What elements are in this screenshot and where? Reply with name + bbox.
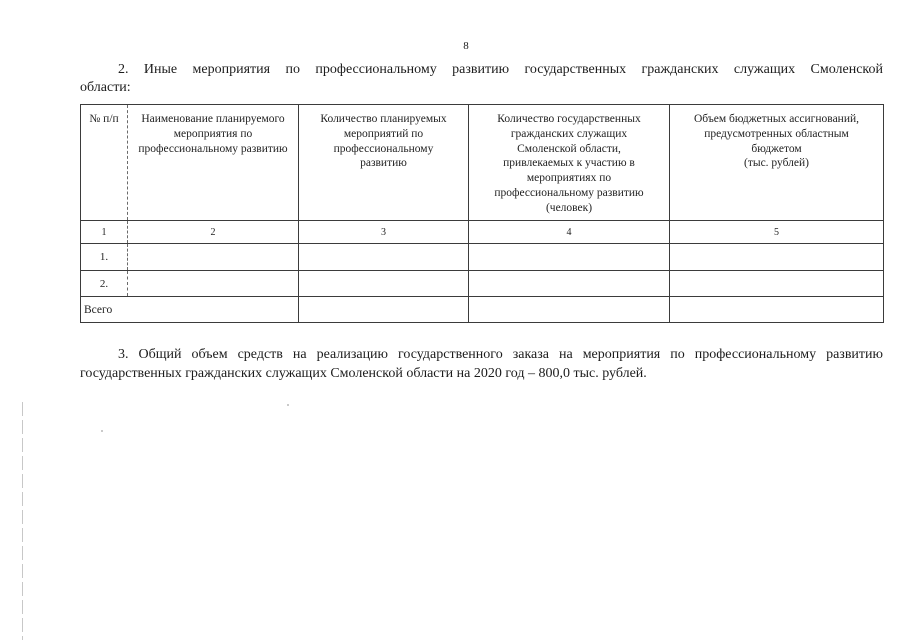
section-2-line-1: 2. Иные мероприятия по профессиональному развитию государственных гражданских служащих Смоленской [118, 62, 883, 77]
table-cell [299, 244, 469, 271]
column-number: 3 [299, 221, 469, 244]
column-number: 5 [670, 221, 884, 244]
table-cell [469, 244, 670, 271]
header-employees-count: Количество государственных гражданских служащих Смоленской области, привлекаемых к участию в мероприятиях по профессиональному развитию (человек) [469, 105, 670, 221]
table-cell [128, 271, 299, 297]
table-cell [469, 271, 670, 297]
table-cell [299, 271, 469, 297]
header-event-name: Наименование планируемого мероприятия по профессиональному развитию [128, 105, 299, 221]
section-3-line-2: государственных гражданских служащих Смоленской области на 2020 год – 800,0 тыс. рублей. [80, 366, 647, 381]
row-number: 1. [81, 244, 128, 271]
table-column-numbers-row [81, 221, 884, 244]
row-number: 2. [81, 271, 128, 297]
page-number: 8 [463, 40, 469, 52]
total-label: Всего [81, 297, 299, 323]
scan-speck [101, 430, 103, 432]
scan-speck [287, 404, 289, 406]
table-row [81, 244, 884, 271]
table-total-row [81, 297, 884, 323]
table-header-row [81, 105, 884, 221]
section-3-paragraph [80, 345, 883, 383]
table-cell [670, 297, 884, 323]
section-2-paragraph [80, 61, 883, 97]
column-number: 1 [81, 221, 128, 244]
section-2-line-2: области: [80, 80, 131, 95]
scan-margin-line [22, 402, 23, 640]
header-budget-allocation: Объем бюджетных ассигнований, предусмотренных областным бюджетом (тыс. рублей) [670, 105, 884, 221]
table-cell [670, 271, 884, 297]
table-cell [299, 297, 469, 323]
column-number: 4 [469, 221, 670, 244]
header-item-number: № п/п [81, 105, 128, 221]
column-number: 2 [128, 221, 299, 244]
table-cell [670, 244, 884, 271]
section-3-line-1: 3. Общий объем средств на реализацию государственного заказа на мероприятия по профессиональному развитию [118, 347, 883, 362]
professional-development-events-table [80, 104, 884, 323]
table-row [81, 271, 884, 297]
table-cell [128, 244, 299, 271]
header-events-count: Количество планируемых мероприятий по профессиональному развитию [299, 105, 469, 221]
table-cell [469, 297, 670, 323]
